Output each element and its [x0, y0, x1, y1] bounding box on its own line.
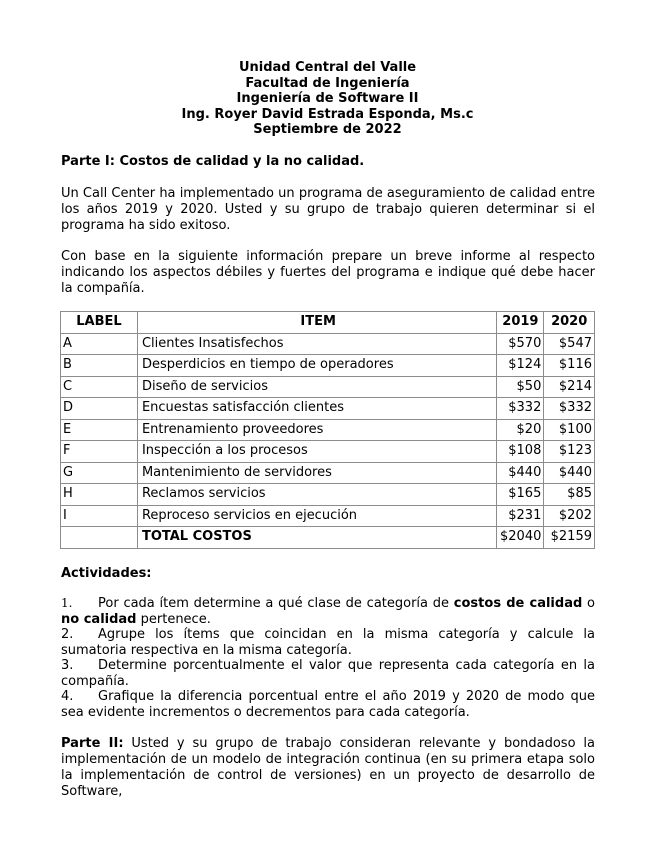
row-item: Mantenimiento de servidores	[137, 462, 496, 484]
activity-number: 3.	[61, 658, 74, 673]
activity-bold-term: costos de calidad	[453, 596, 583, 611]
row-item: Reclamos servicios	[137, 484, 496, 506]
row-2020: $332	[544, 398, 595, 420]
row-item: Inspección a los procesos	[137, 441, 496, 463]
header-2020: 2020	[544, 312, 595, 334]
activity-text: Grafique la diferencia porcentual entre el año 2019 y 2020 de modo que sea evidente incrementos o decrementos para cada categoría.	[61, 689, 595, 720]
part2-paragraph	[61, 736, 595, 800]
activity-number: 1.	[61, 596, 73, 610]
instructor-name: Ing. Royer David Estrada Esponda, Ms.c	[181, 106, 474, 122]
activity-item-2	[61, 627, 595, 658]
row-item: Diseño de servicios	[137, 376, 496, 398]
activity-bold-term: no calidad	[61, 611, 137, 627]
row-2020: $202	[544, 505, 595, 527]
course-name: Ingeniería de Software II	[236, 91, 419, 106]
activities-title: Actividades:	[61, 566, 152, 581]
row-2019: $108	[497, 441, 544, 463]
row-item: Encuestas satisfacción clientes	[137, 398, 496, 420]
costs-table	[60, 311, 595, 549]
activity-number: 2.	[61, 627, 74, 642]
row-2019: $570	[497, 333, 544, 355]
row-2019: $50	[497, 376, 544, 398]
table-row	[61, 419, 595, 441]
row-item: Desperdicios en tiempo de operadores	[137, 355, 496, 377]
row-label: A	[61, 333, 138, 355]
activity-text: Agrupe los ítems que coincidan en la misma categoría y calcule la sumatoria respectiva en la misma categoría.	[61, 627, 595, 658]
row-label: H	[61, 484, 138, 506]
row-label: E	[61, 419, 138, 441]
table-header-row	[61, 312, 595, 334]
total-2019: $2040	[497, 527, 544, 549]
row-label: F	[61, 441, 138, 463]
row-2020: $123	[544, 441, 595, 463]
row-2019: $124	[497, 355, 544, 377]
row-label: D	[61, 398, 138, 420]
document-date: Septiembre de 2022	[253, 122, 402, 137]
activity-text: pertenece.	[136, 611, 211, 627]
total-2020: $2159	[544, 527, 595, 549]
table-row	[61, 441, 595, 463]
faculty-name: Facultad de Ingeniería	[245, 75, 410, 91]
part1-paragraph-1: Un Call Center ha implementado un programa de aseguramiento de calidad entre los años 2019 y 2020. Usted y su grupo de trabajo quieren determinar si el programa ha sido exitoso.	[61, 186, 595, 233]
total-item: TOTAL COSTOS	[137, 527, 496, 549]
part2-title: Parte II:	[61, 736, 124, 751]
header-label: LABEL	[61, 312, 138, 334]
activity-item-4	[61, 689, 595, 720]
activity-text: Determine porcentualmente el valor que representa cada categoría en la compañía.	[61, 658, 595, 689]
row-label: I	[61, 505, 138, 527]
row-label: B	[61, 355, 138, 377]
row-2019: $165	[497, 484, 544, 506]
row-2019: $332	[497, 398, 544, 420]
document-header	[0, 60, 655, 138]
row-label: C	[61, 376, 138, 398]
activity-number: 4.	[61, 689, 74, 704]
table-row	[61, 398, 595, 420]
row-item: Entrenamiento proveedores	[137, 419, 496, 441]
part1-title: Parte I: Costos de calidad y la no calidad.	[61, 154, 365, 169]
table-row	[61, 484, 595, 506]
row-2020: $116	[544, 355, 595, 377]
part2-text: Usted y su grupo de trabajo consideran relevante y bondadoso la implementación de un modelo de integración continua (en su primera etapa solo la implementación de control de versiones) en un proyecto de desarrollo de Software,	[61, 736, 595, 799]
row-2020: $440	[544, 462, 595, 484]
row-2020: $85	[544, 484, 595, 506]
activity-text: Por cada ítem determine a qué clase de categoría de	[98, 596, 454, 611]
row-2019: $20	[497, 419, 544, 441]
table-total-row	[61, 527, 595, 549]
total-label	[61, 527, 138, 549]
table-row	[61, 376, 595, 398]
activity-item-1	[61, 596, 595, 627]
activity-item-3	[61, 658, 595, 689]
university-name: Unidad Central del Valle	[238, 60, 417, 75]
table-row	[61, 333, 595, 355]
header-item: ITEM	[137, 312, 496, 334]
header-2019: 2019	[497, 312, 544, 334]
row-item: Reproceso servicios en ejecución	[137, 505, 496, 527]
row-item: Clientes Insatisfechos	[137, 333, 496, 355]
row-2019: $231	[497, 505, 544, 527]
table-row	[61, 355, 595, 377]
table-row	[61, 462, 595, 484]
row-label: G	[61, 462, 138, 484]
table-row	[61, 505, 595, 527]
part1-paragraph-2: Con base en la siguiente información prepare un breve informe al respecto indicando los aspectos débiles y fuertes del programa e indique qué debe hacer la compañía.	[61, 249, 595, 296]
row-2020: $214	[544, 376, 595, 398]
row-2020: $547	[544, 333, 595, 355]
row-2020: $100	[544, 419, 595, 441]
row-2019: $440	[497, 462, 544, 484]
activity-text: o	[582, 596, 595, 611]
